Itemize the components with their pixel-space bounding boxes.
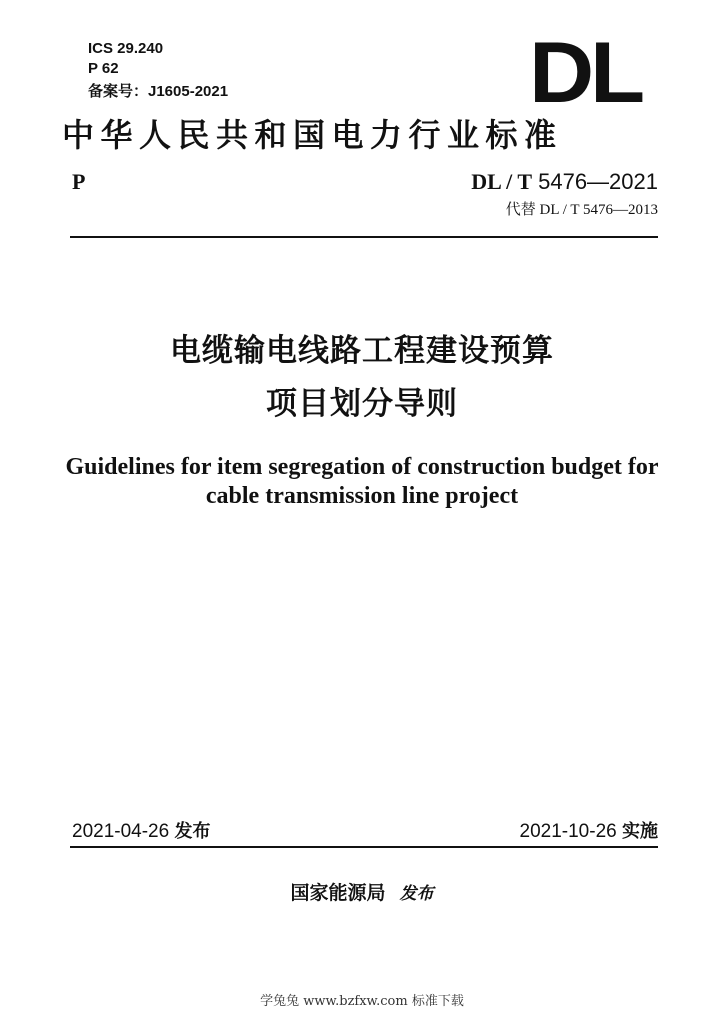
industry-standard-heading: 中华人民共和国电力行业标准 bbox=[62, 116, 563, 154]
title-en-line1: Guidelines for item segregation of construction budget for bbox=[65, 454, 659, 480]
implementation-date bbox=[520, 820, 658, 844]
dl-logo: DL bbox=[529, 25, 641, 121]
issue-date-label: 发布 bbox=[174, 821, 211, 842]
title-en-line2: cable transmission line project bbox=[205, 483, 519, 509]
title-cn-line1: 电缆输电线路工程建设预算 bbox=[170, 333, 554, 369]
title-cn-line2: 项目划分导则 bbox=[266, 386, 458, 422]
watermark: 学兔兔 www.bzfxw.com 标准下载 bbox=[260, 994, 464, 1009]
bottom-divider bbox=[70, 846, 658, 848]
publisher-line bbox=[0, 880, 724, 907]
classification-code: P 62 bbox=[88, 60, 119, 77]
issue-date-value: 2021-04-26 bbox=[72, 821, 170, 842]
publisher-name: 国家能源局 bbox=[290, 882, 386, 904]
category-code: P bbox=[72, 169, 86, 194]
standard-number bbox=[471, 169, 658, 195]
filing-number: 备案号：J1605-2021 bbox=[88, 83, 229, 100]
issue-date bbox=[72, 820, 210, 844]
standard-number-prefix: DL / T bbox=[471, 169, 532, 194]
ics-code: ICS 29.240 bbox=[88, 40, 164, 57]
implementation-date-value: 2021-10-26 bbox=[519, 821, 617, 842]
replaces-standard: 代替 DL / T 5476—2013 bbox=[505, 202, 658, 218]
top-divider bbox=[70, 236, 658, 238]
implementation-date-label: 实施 bbox=[622, 821, 658, 842]
standard-number-value: 5476—2021 bbox=[532, 169, 658, 194]
publish-label: 发布 bbox=[399, 884, 434, 904]
